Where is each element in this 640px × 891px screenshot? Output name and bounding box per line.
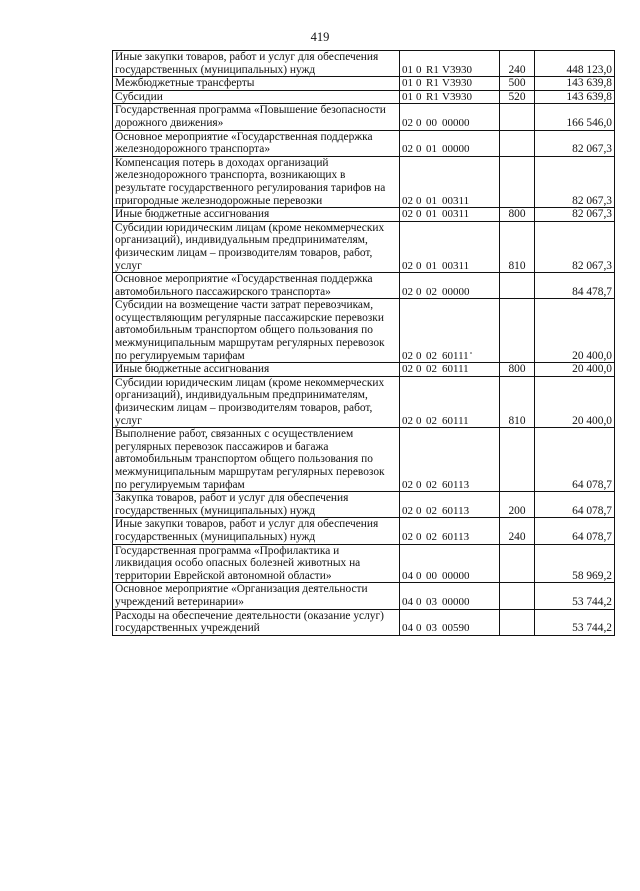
row-name: Расходы на обеспечение деятельности (оказание услуг) государственных учреждений <box>113 609 400 635</box>
code-subprogram: 0 <box>416 478 422 491</box>
row-sum: 53 744,2 <box>535 583 615 609</box>
row-code <box>400 376 500 427</box>
code-program: 04 <box>402 622 413 635</box>
row-expense-type <box>500 428 535 492</box>
code-direction: 00000 <box>442 285 470 298</box>
budget-table <box>112 50 615 636</box>
row-sum: 20 400,0 <box>535 299 615 363</box>
code-subprogram: 0 <box>416 504 422 517</box>
code-direction: 00000 <box>442 116 470 129</box>
row-expense-type: 520 <box>500 90 535 104</box>
code-event: 02 <box>426 285 437 298</box>
code-subprogram: 0 <box>416 530 422 543</box>
code-event: R1 <box>426 63 439 76</box>
row-code <box>400 104 500 130</box>
row-expense-type: 810 <box>500 376 535 427</box>
code-event: R1 <box>426 90 439 103</box>
row-sum: 448 123,0 <box>535 51 615 77</box>
row-name: Основное мероприятие «Государственная поддержка железнодорожного транспорта» <box>113 130 400 156</box>
row-name: Субсидии юридическим лицам (кроме некоммерческих организаций), индивидуальным предпринимателям, физическим лицам – производителям товаров, работ, услуг <box>113 376 400 427</box>
row-code <box>400 299 500 363</box>
code-subprogram: 0 <box>416 414 422 427</box>
row-expense-type: 240 <box>500 518 535 544</box>
code-event: 02 <box>426 363 437 376</box>
row-expense-type <box>500 544 535 583</box>
table-row <box>113 583 615 609</box>
code-subprogram: 0 <box>416 194 422 207</box>
code-direction: 60113 <box>442 530 470 543</box>
row-name: Субсидии <box>113 90 400 104</box>
table-row <box>113 518 615 544</box>
page-number: 419 <box>310 30 330 44</box>
code-event: 02 <box>426 414 437 427</box>
code-event: 02 <box>426 478 437 491</box>
code-event: 02 <box>426 504 437 517</box>
row-sum: 166 546,0 <box>535 104 615 130</box>
row-name: Иные бюджетные ассигнования <box>113 363 400 377</box>
code-program: 04 <box>402 569 413 582</box>
code-direction: V3930 <box>442 63 472 76</box>
row-expense-type <box>500 156 535 207</box>
code-program: 02 <box>402 143 413 156</box>
code-subprogram: 0 <box>416 90 422 103</box>
code-direction: 60111 <box>442 349 469 362</box>
row-code <box>400 544 500 583</box>
code-program: 02 <box>402 259 413 272</box>
row-sum: 143 639,8 <box>535 90 615 104</box>
row-name: Субсидии юридическим лицам (кроме некоммерческих организаций), индивидуальным предпринимателям, физическим лицам – производителям товаров, работ, услуг <box>113 221 400 272</box>
table-row <box>113 156 615 207</box>
table-row <box>113 363 615 377</box>
code-direction: 60111 <box>442 414 469 427</box>
code-program: 02 <box>402 478 413 491</box>
row-name: Межбюджетные трансферты <box>113 77 400 91</box>
code-program: 02 <box>402 285 413 298</box>
table-row <box>113 104 615 130</box>
code-program: 02 <box>402 194 413 207</box>
row-code <box>400 90 500 104</box>
table-row <box>113 130 615 156</box>
row-sum: 64 078,7 <box>535 518 615 544</box>
table-row <box>113 299 615 363</box>
code-direction: 60113 <box>442 478 470 491</box>
code-subprogram: 0 <box>416 259 422 272</box>
code-event: 01 <box>426 194 437 207</box>
row-name: Основное мероприятие «Государственная поддержка автомобильного пассажирского транспорта» <box>113 273 400 299</box>
table-row <box>113 428 615 492</box>
code-subprogram: 0 <box>416 569 422 582</box>
code-program: 02 <box>402 116 413 129</box>
code-subprogram: 0 <box>416 143 422 156</box>
code-direction: 00590 <box>442 622 470 635</box>
table-row <box>113 221 615 272</box>
row-name: Иные закупки товаров, работ и услуг для обеспечения государственных (муниципальных) нужд <box>113 51 400 77</box>
table-row <box>113 51 615 77</box>
row-name: Государственная программа «Профилактика и ликвидация особо опасных болезней животных на территории Еврейской автономной области» <box>113 544 400 583</box>
code-direction: 00000 <box>442 595 470 608</box>
code-event: 02 <box>426 530 437 543</box>
code-program: 02 <box>402 530 413 543</box>
row-name: Компенсация потерь в доходах организаций железнодорожного транспорта, возникающих в результате государственного регулирования тарифов на пригородные железнодорожные перевозки <box>113 156 400 207</box>
code-subprogram: 0 <box>416 285 422 298</box>
code-program: 01 <box>402 63 413 76</box>
code-subprogram: 0 <box>416 63 422 76</box>
row-expense-type: 500 <box>500 77 535 91</box>
row-code <box>400 363 500 377</box>
code-program: 01 <box>402 90 413 103</box>
row-name: Иные бюджетные ассигнования <box>113 208 400 222</box>
table-row <box>113 492 615 518</box>
code-program: 02 <box>402 208 413 221</box>
row-name: Основное мероприятие «Организация деятельности учреждений ветеринарии» <box>113 583 400 609</box>
row-expense-type <box>500 130 535 156</box>
code-event: R1 <box>426 77 439 90</box>
row-sum: 64 078,7 <box>535 428 615 492</box>
code-subprogram: 0 <box>416 77 422 90</box>
row-expense-type: 800 <box>500 363 535 377</box>
row-code <box>400 51 500 77</box>
row-code <box>400 518 500 544</box>
row-sum: 82 067,3 <box>535 156 615 207</box>
row-name: Закупка товаров, работ и услуг для обеспечения государственных (муниципальных) нужд <box>113 492 400 518</box>
row-code <box>400 583 500 609</box>
code-subprogram: 0 <box>416 349 422 362</box>
table-row <box>113 376 615 427</box>
code-event: 03 <box>426 595 437 608</box>
row-sum: 82 067,3 <box>535 208 615 222</box>
code-event: 01 <box>426 208 437 221</box>
code-direction: V3930 <box>442 77 472 90</box>
code-event: 01 <box>426 143 437 156</box>
table-row <box>113 609 615 635</box>
row-sum: 64 078,7 <box>535 492 615 518</box>
row-name: Государственная программа «Повышение безопасности дорожного движения» <box>113 104 400 130</box>
row-sum: 84 478,7 <box>535 273 615 299</box>
code-subprogram: 0 <box>416 208 422 221</box>
table-row <box>113 544 615 583</box>
table-row <box>113 77 615 91</box>
code-program: 02 <box>402 349 413 362</box>
budget-table-body <box>113 51 615 636</box>
code-event: 02 <box>426 349 437 362</box>
row-sum: 143 639,8 <box>535 77 615 91</box>
row-name: Иные закупки товаров, работ и услуг для обеспечения государственных (муниципальных) нужд <box>113 518 400 544</box>
row-code <box>400 492 500 518</box>
row-code <box>400 77 500 91</box>
row-sum: 20 400,0 <box>535 376 615 427</box>
code-event: 00 <box>426 569 437 582</box>
table-row <box>113 90 615 104</box>
code-event: 03 <box>426 622 437 635</box>
row-expense-type <box>500 609 535 635</box>
row-name: Субсидии на возмещение части затрат перевозчикам, осуществляющим регулярные пассажирские перевозки автомобильным транспортом общего пользования по межмуниципальным маршрутам регулярных перевозок по регулируемым тарифам <box>113 299 400 363</box>
code-subprogram: 0 <box>416 363 422 376</box>
row-expense-type <box>500 273 535 299</box>
code-direction: 60113 <box>442 504 470 517</box>
code-subprogram: 0 <box>416 595 422 608</box>
code-direction: V3930 <box>442 90 472 103</box>
code-event: 00 <box>426 116 437 129</box>
code-program: 04 <box>402 595 413 608</box>
code-direction: 00000 <box>442 143 470 156</box>
scan-speck <box>470 352 472 354</box>
row-code <box>400 428 500 492</box>
code-direction: 60111 <box>442 363 469 376</box>
row-sum: 82 067,3 <box>535 130 615 156</box>
code-subprogram: 0 <box>416 116 422 129</box>
row-expense-type <box>500 583 535 609</box>
row-code <box>400 609 500 635</box>
row-expense-type <box>500 104 535 130</box>
row-sum: 20 400,0 <box>535 363 615 377</box>
code-subprogram: 0 <box>416 622 422 635</box>
row-sum: 53 744,2 <box>535 609 615 635</box>
row-code <box>400 130 500 156</box>
row-sum: 82 067,3 <box>535 221 615 272</box>
code-event: 01 <box>426 259 437 272</box>
row-expense-type: 800 <box>500 208 535 222</box>
code-direction: 00311 <box>442 194 470 207</box>
row-code <box>400 156 500 207</box>
table-row <box>113 273 615 299</box>
row-expense-type <box>500 299 535 363</box>
row-code <box>400 221 500 272</box>
code-program: 02 <box>402 504 413 517</box>
row-expense-type: 200 <box>500 492 535 518</box>
row-expense-type: 810 <box>500 221 535 272</box>
code-direction: 00000 <box>442 569 470 582</box>
row-expense-type: 240 <box>500 51 535 77</box>
code-program: 01 <box>402 77 413 90</box>
row-name: Выполнение работ, связанных с осуществлением регулярных перевозок пассажиров и багажа автомобильным транспортом общего пользования по межмуниципальным маршрутам регулярных перевозок по регулируемым тарифам <box>113 428 400 492</box>
code-direction: 00311 <box>442 208 470 221</box>
code-direction: 00311 <box>442 259 470 272</box>
row-sum: 58 969,2 <box>535 544 615 583</box>
code-program: 02 <box>402 414 413 427</box>
table-row <box>113 208 615 222</box>
code-program: 02 <box>402 363 413 376</box>
row-code <box>400 273 500 299</box>
row-code <box>400 208 500 222</box>
